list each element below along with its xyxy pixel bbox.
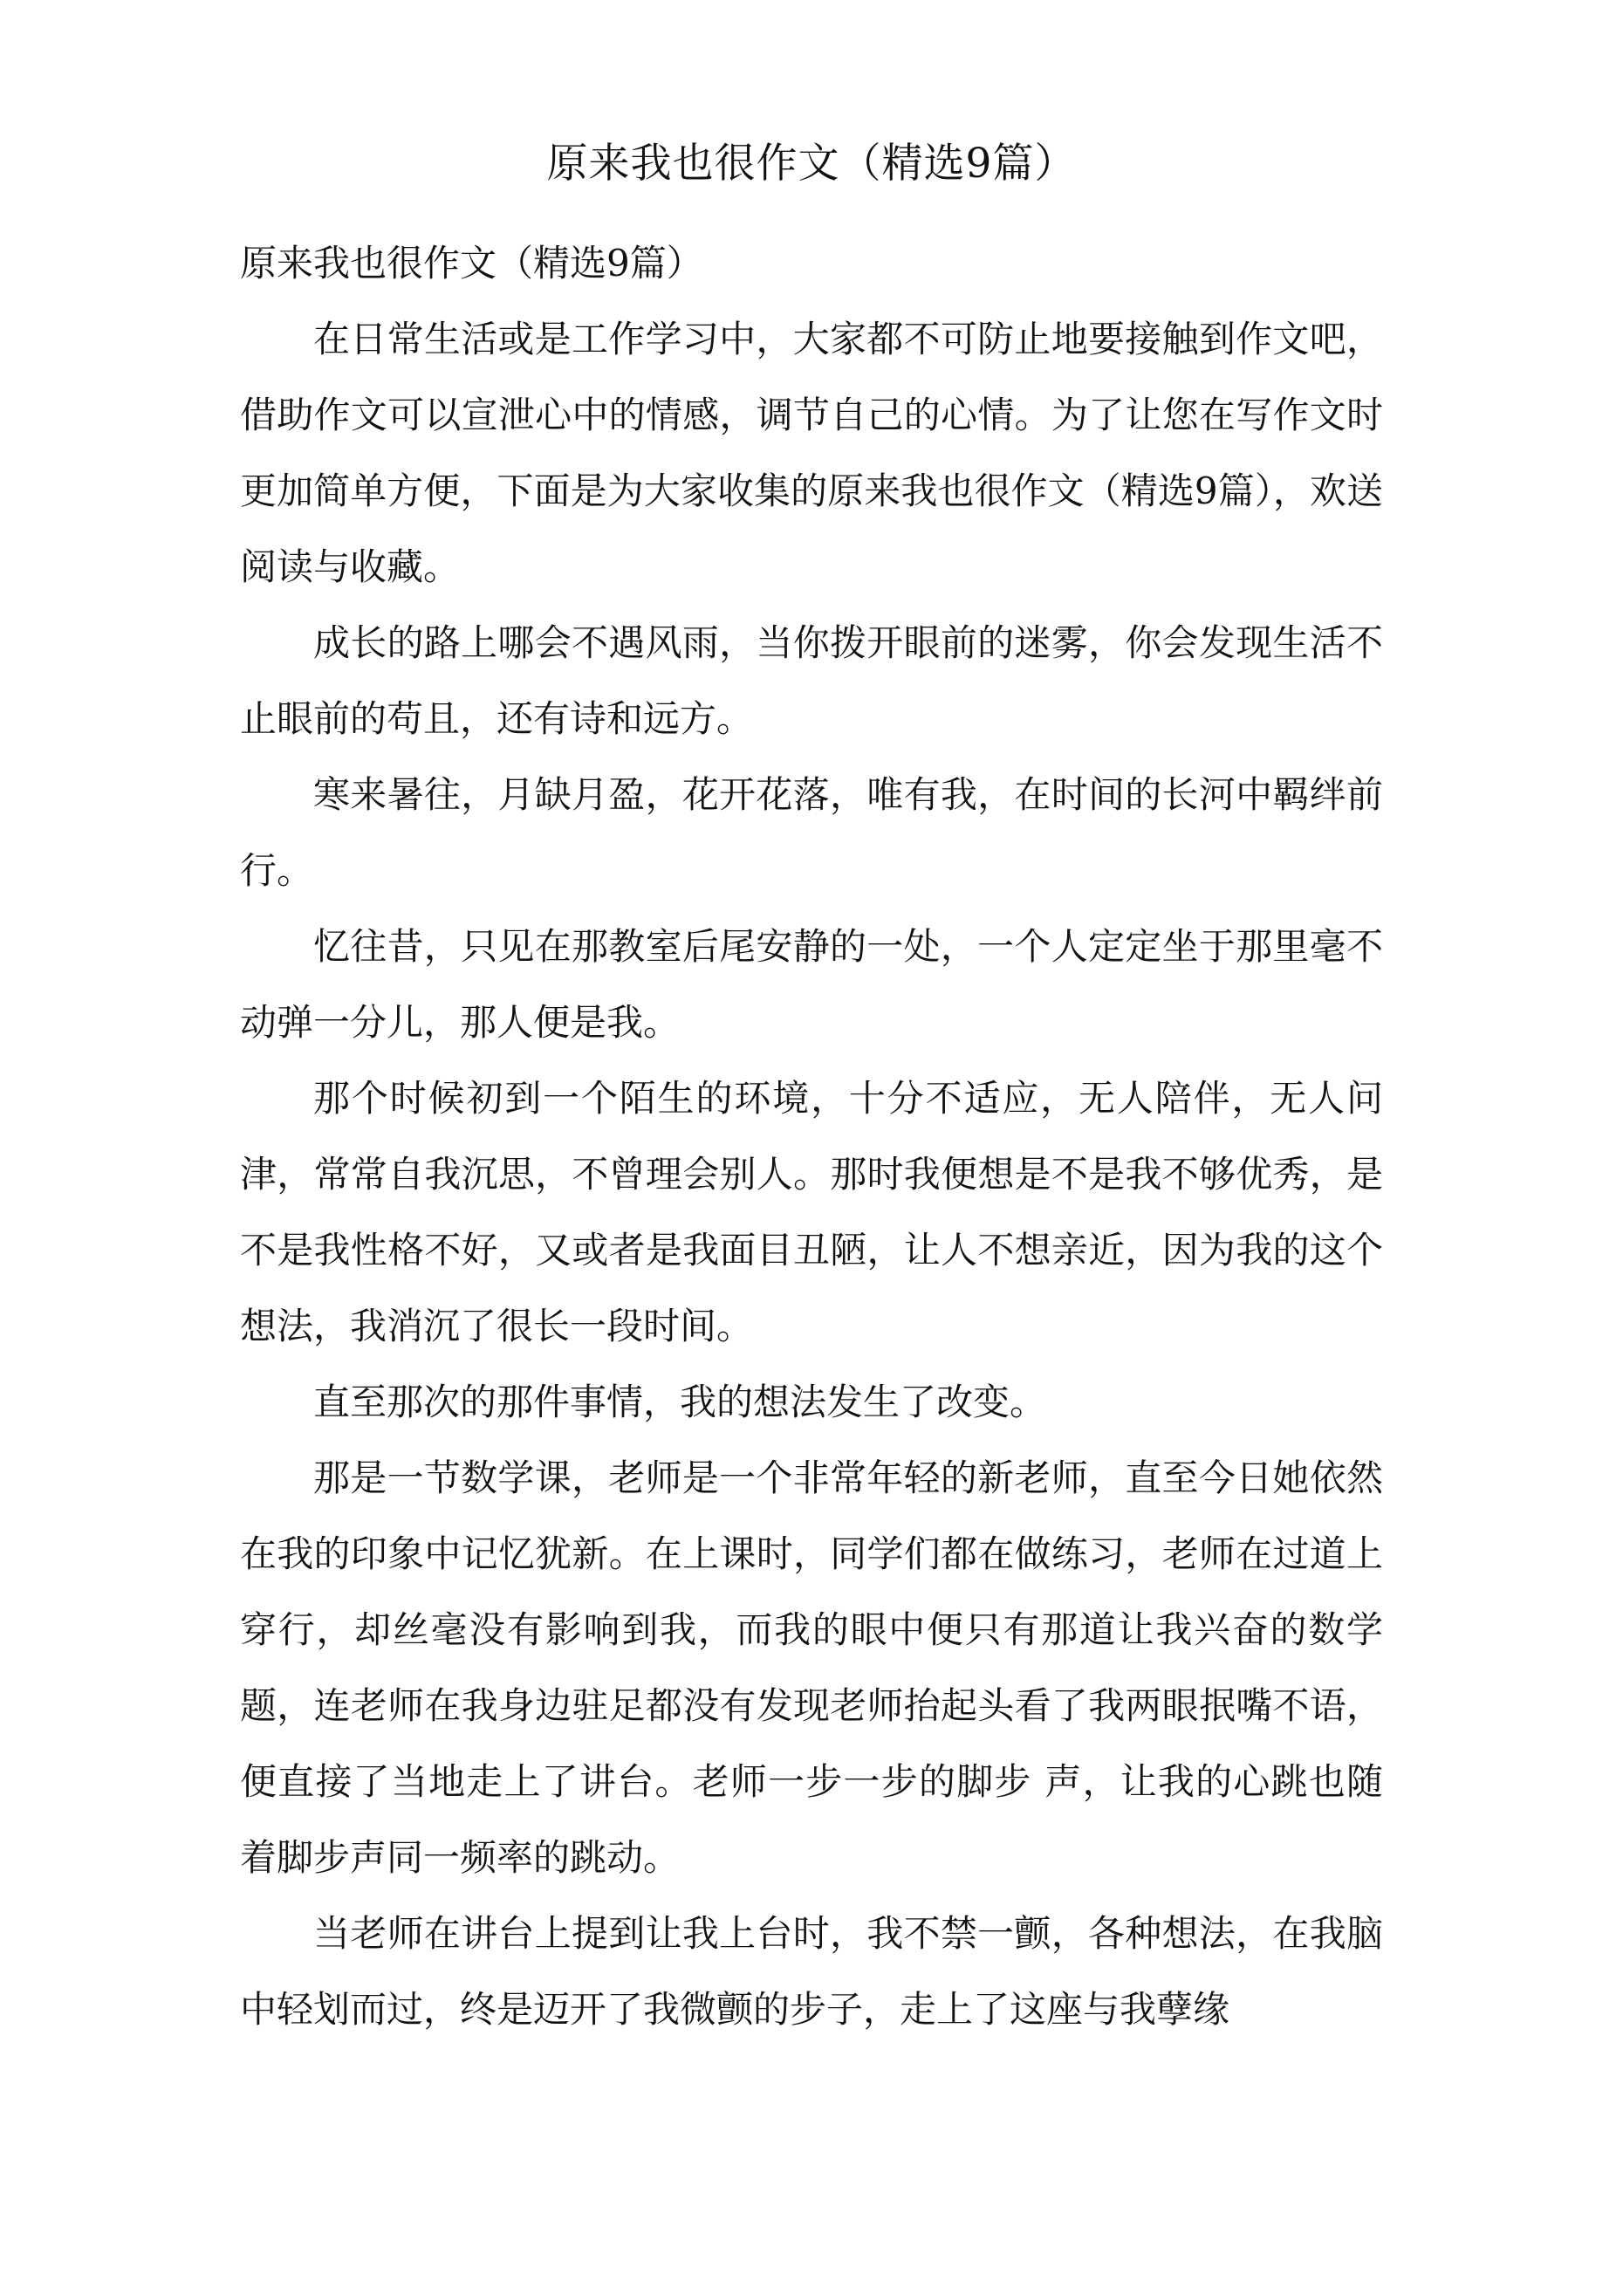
- paragraph-2: 成长的路上哪会不遇风雨，当你拨开眼前的迷雾，你会发现生活不止眼前的苟且，还有诗和远方。: [240, 621, 1383, 740]
- paragraph-1: 在日常生活或是工作学习中，大家都不可防止地要接触到作文吧，借助作文可以宣泄心中的情感，调节自己的心情。为了让您在写作文时更加简单方便，下面是为大家收集的原来我也很作文（精选9篇），欢送阅读与收藏。: [240, 318, 1383, 588]
- paragraph-3: 寒来暑往，月缺月盈，花开花落，唯有我，在时间的长河中羁绊前行。: [240, 773, 1383, 892]
- document-subtitle: 原来我也很作文（精选9篇）: [240, 242, 703, 284]
- paragraph-6: 直至那次的那件事情，我的想法发生了改变。: [313, 1381, 1047, 1423]
- document-body: [240, 225, 1383, 2047]
- paragraph-5: 那个时候初到一个陌生的环境，十分不适应，无人陪伴，无人问津，常常自我沉思，不曾理会别人。那时我便想是不是我不够优秀，是不是我性格不好，又或者是我面目丑陋，让人不想亲近，因为我的这个想法，我消沉了很长一段时间。: [240, 1077, 1383, 1347]
- paragraph-8: 当老师在讲台上提到让我上台时，我不禁一颤，各种想法，在我脑中轻划而过，终是迈开了我微颤的步子，走上了这座与我孽缘: [240, 1912, 1383, 2031]
- paragraph-7: 那是一节数学课，老师是一个非常年轻的新老师，直至今日她依然在我的印象中记忆犹新。在上课时，同学们都在做练习，老师在过道上穿行，却丝毫没有影响到我，而我的眼中便只有那道让我兴奋的数学题，连老师在我身边驻足都没有发现老师抬起头看了我两眼抿嘴不语，便直接了当地走上了讲台。老师一步一步的脚步 声，让我的心跳也随着脚步声同一频率的跳动。: [240, 1456, 1383, 1879]
- document-title: 原来我也很作文（精选9篇）: [546, 140, 1077, 188]
- paragraph-4: 忆往昔，只见在那教室后尾安静的一处，一个人定定坐于那里毫不动弹一分儿，那人便是我。: [240, 925, 1383, 1044]
